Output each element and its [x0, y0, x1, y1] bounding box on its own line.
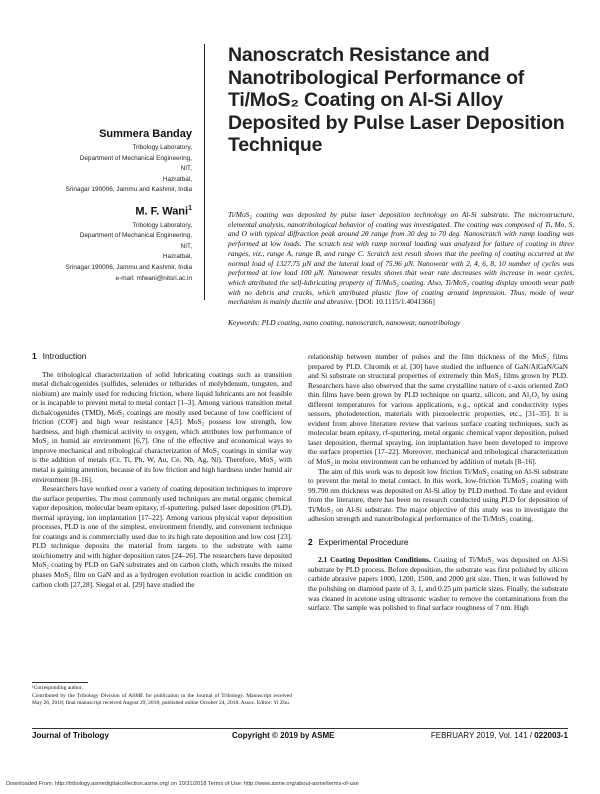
abstract — [228, 210, 574, 307]
author-block — [12, 127, 192, 196]
footer-rule — [32, 728, 568, 729]
download-notice: Downloaded From: http://tribology.asmedigitalcollection.asme.org/ on 10/31/2018 Terms of Use: http://www.asme.org/about-asme/terms-of-use — [6, 781, 359, 787]
doi-link[interactable]: [DOI: 10.1115/1.4041366] — [355, 297, 435, 307]
affiliation-line: Department of Mechanical Engineering, — [79, 154, 192, 162]
paragraph: The tribological characterization of solid lubricating coatings such as transition metal dichalcogenides (sulfides, selenides or tellurides of molybdenum, tungsten, and niobium) are mainly used for reducing friction, where liquid lubricants are not feasible or is incapable to prevent metal to metal contact [1–3]. Among various transition metal dichalcogenides (TMD), MoS₂ coatings are mostly used because of low coefficient of friction (COF) and high wear resistance [4,5]. MoS₂ possess low strength, low hardness, and high chemical activity to oxygen, which attributes low performance of MoS₂ in humid air environment [6,7]. One of the effective and economical ways to improve mechanical and tribological characterization of MoS₂ coatings in similar way is the addition of metals (Cr, Ti, Ph, W, Au, Ce, Nb, Ag, Ni). Therefore, MoS₂ with metal is gaining attention, because of its low friction and high hardness under humid air environment [8–16]. — [32, 369, 292, 484]
author-name: M. F. Wani$^1$ — [135, 204, 192, 218]
affiliation-line: Hazratbal, — [162, 175, 192, 183]
footnote-rule — [32, 682, 88, 683]
subsection-heading: Coating Deposition Conditions. — [330, 555, 431, 565]
affiliation-line: Department of Mechanical Engineering, — [79, 232, 192, 240]
section-heading-experimental: 2 Experimental Procedure — [308, 536, 409, 547]
paper-title: Nanoscratch Resistance and Nanotribological Performance of Ti/MoS₂ Coating on Al-Si Alloy Deposited by Pulse Laser Deposition Technique — [228, 44, 565, 156]
section-spacer — [308, 524, 568, 538]
keywords: Keywords: PLD coating, nano coating, nanoscratch, nanowear, nanotribology — [228, 318, 461, 327]
body-column-right — [308, 352, 568, 613]
affiliation-line: Tribology Laboratory, — [132, 221, 192, 229]
footnote — [32, 685, 292, 708]
issue-info: FEBRUARY 2019, Vol. 141 / 022003-1 — [430, 731, 568, 740]
section-heading-introduction: 1 Introduction — [32, 351, 87, 361]
affiliation-line: Srinagar 190006, Jammu and Kashmir, India — [65, 186, 192, 194]
author-list — [12, 127, 192, 284]
author-email: e-mail: mfwani@nitsri.ac.in — [115, 274, 192, 282]
author-footnote-mark: 1 — [188, 204, 192, 212]
submission-note: Contributed by the Tribology Division of ASME for publication in the Journal of Tribology. Manuscript received May 26, 2018; final manuscript received August 29, 2018; published online October 24, 2018. Assoc. Editor: Yi Zhu. — [32, 692, 292, 707]
paragraph: relationship between number of pulses and the film thickness of the MoS₂ films prepared by PLD. Chromik et al. [30] have studied the influence of GaN/AlGaN/GaN and Si substrate on structural properties of extremely thin MoS₂ films grown by PLD. Researchers have also observed that the same crystalline nature of c-axis oriented ZnO thin films have been grown by PLD technique on quartz, silicon, and Al₂O₃ by using different temperatures for various applications, e.g., optical and conductivity types sensors, photodetection, materials with piezoelectric properties, etc., [31–35]. It is evident from above literature review that various surface coating techniques, such as molecular beam epitaxy, rf-sputtering, metal organic chemical vapor deposition, pulsed laser deposition, thermal spraying, ion implantation have been developed to improve the surface properties [17–22]. Moreover, mechanical and tribological characterization of MoS₂ in moist environment can be enhanced by addition of metals [8–16]. — [308, 352, 568, 467]
paragraph: Researchers have worked over a variety of coating deposition techniques to improve the surface properties. The most commonly used techniques are metal organic chemical vapor deposition, molecular beam epitaxy, rf-sputtering, pulsed laser deposition (PLD), thermal spraying, ion implantation [17–22]. Among various physical vapor deposition processes, PLD is one of the simplest, environment friendly, and convenient technique for coatings and is commercially used due to its high rate deposition and low cost [23]. PLD technique deposits the material from targets to the substrate with same stoichiometry and with higher deposition rates [24–26]. The researchers have deposited MoS₂ coating by PLD on GaN substrates and on carbon cloth, which results the mixed phases MoS₂ film on GaN and as a hydrogen evolution reaction in acidic condition on carbon cloth [27,28]. Siegal et al. [29] have studied the — [32, 484, 292, 589]
affiliation-line: Tribology Laboratory, — [132, 144, 192, 151]
body-column-left — [32, 352, 292, 589]
author-name: Summera Banday — [99, 128, 192, 140]
author-block — [12, 202, 192, 284]
affiliation-line: NIT, — [180, 165, 192, 173]
affiliation-line: Srinagar 190006, Jammu and Kashmir, India — [65, 264, 192, 271]
abstract-text: Ti/MoS₂ coating was deposited by pulse laser deposition technology on Al-Si substrate. The microstructure, elemental analysis, nanotribological behavior of coating was investigated. The coating was composed of Ti, Mo, S, and O with typical diffraction peak around 2θ range from 30 deg to 70 deg. Nanoscratch with ramp loading was performed at low loads. The scratch test with ramp normal loading was analyzed for failure of coating in three ranges, viz., range A, range B, and range C. Scratch test result shows that the peeling of coating occurred at the normal load of 1327.75 μN and the lateral load of 75.96 μN. Nanowear with 2, 4, 6, 8, 10 number of cycles was performed at low load 100 μN. Nanowear results shows that wear rate decreases with increase in wear cycles, which attributed the self-lubricating property of Ti/MoS₂ coating. Also, Ti/MoS₂ coating display smooth wear path with no debris and cracks, which attributed plastic flow of coating around impression. Thus, mode of wear mechanism is mainly ductile and abrasive. — [228, 210, 574, 307]
journal-name: Journal of Tribology — [32, 731, 109, 740]
page-number: 022003-1 — [534, 731, 568, 740]
corresponding-author-note: ¹Corresponding author. — [32, 685, 83, 691]
paragraph: The aim of this work was to deposit low friction Ti/MoS₂ coating on Al-Si substrate to prevent the metal to metal contact. In this work, low-friction Ti/MoS₂ coating with 99.790 nm thickness was deposited on Al-Si alloy by PLD method. To date and evident from the literature, there has been no research conducted using PLD for deposition of Ti/MoS₂ on Al-Si substrate. The major objective of this study was to investigate the adhesion strength and nanotribological performance of the Ti/MoS₂ coating. — [308, 466, 568, 524]
paragraph: 2.1 Coating Deposition Conditions. Coating of Ti/MoS₂ was deposited on Al-Si substrate by PLD process. Before deposition, the substrate was first polished by silicon carbide abrasive papers 1000, 1200, 1500, and 2000 grit size. Then, it was followed by the polishing on diamond paste of 3, 1, and 0.25 μm particle sizes. Finally, the substrate was cleaned in acetone using ultrasonic washer to remove the contaminations from the surface. The sample was polished to final surface roughness of 7 nm. High — [308, 555, 568, 613]
subsection-number: 2.1 — [318, 555, 328, 565]
affiliation-line: NIT, — [180, 242, 192, 250]
copyright: Copyright © 2019 by ASME — [232, 731, 335, 740]
affiliation-line: Hazratbal, — [162, 253, 192, 261]
title-divider-rule — [204, 44, 205, 300]
